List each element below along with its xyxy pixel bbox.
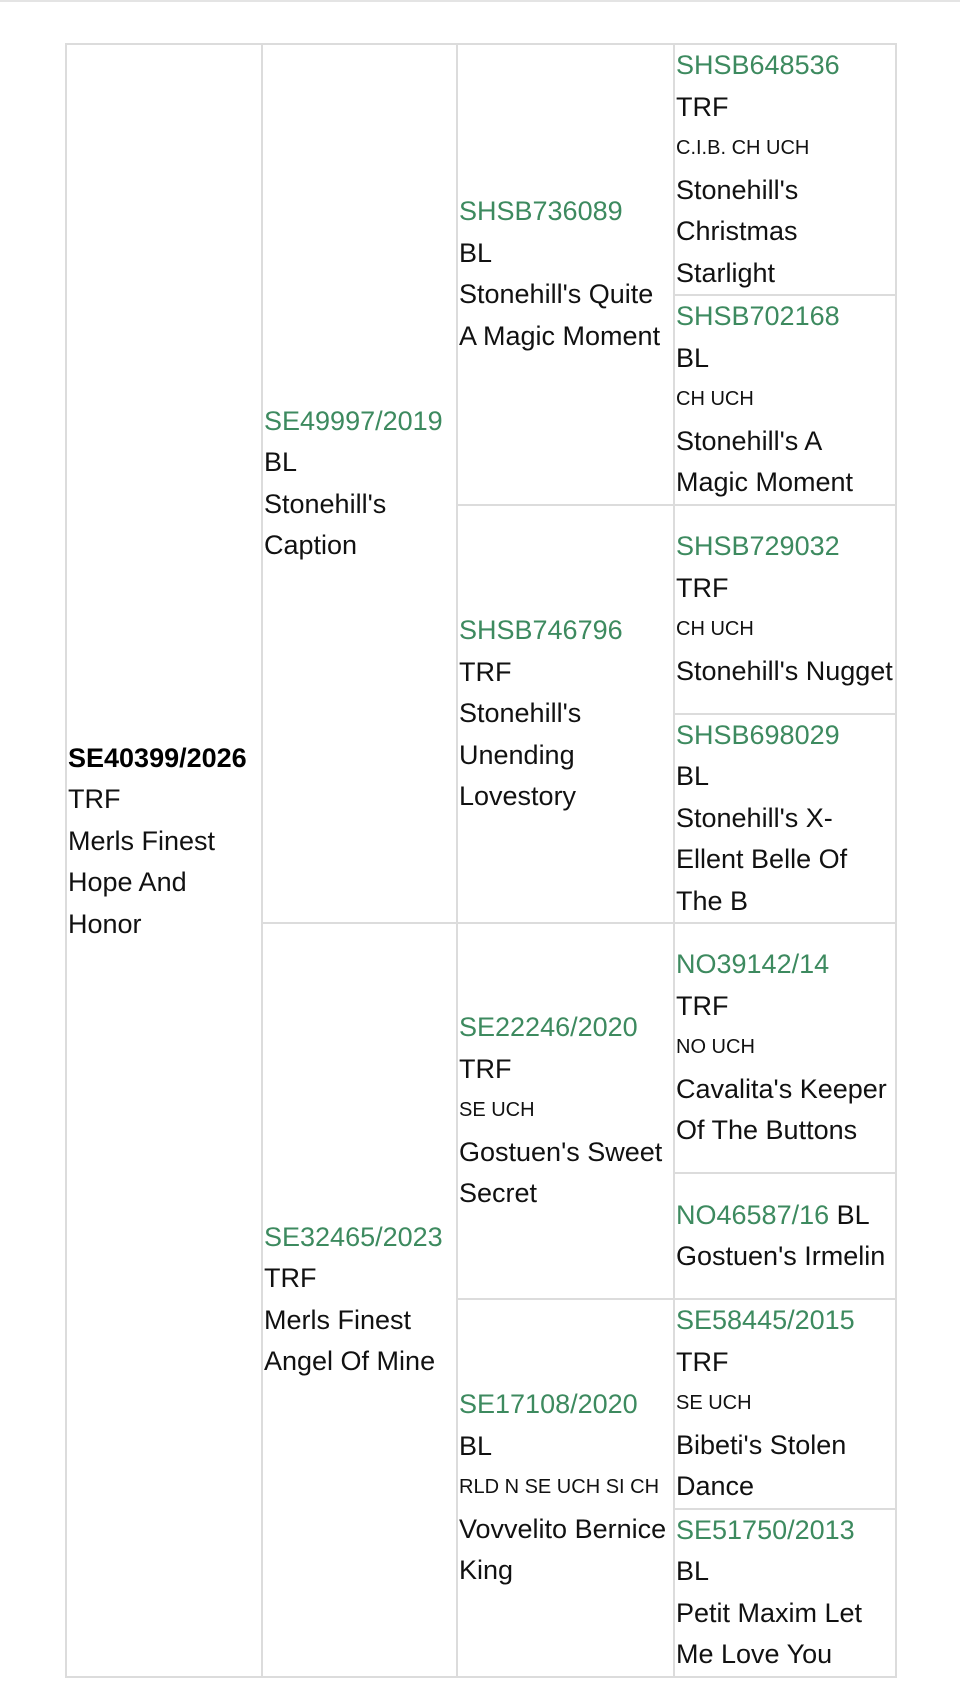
dam-reg-link[interactable]: SE32465/2023 bbox=[264, 1221, 443, 1252]
ddd-color: BL bbox=[676, 1556, 710, 1586]
sire-sire-dam-cell bbox=[674, 295, 896, 505]
dam-dam-dam-cell bbox=[674, 1509, 896, 1677]
dss-title: NO UCH bbox=[676, 1036, 755, 1059]
dsd-color: BL bbox=[836, 1199, 870, 1230]
dds-title: SE UCH bbox=[676, 1392, 752, 1414]
dam-sire-cell bbox=[457, 923, 674, 1299]
ssd-reg-link[interactable]: SHSB702168 bbox=[676, 301, 840, 331]
pedigree-table bbox=[65, 43, 897, 1678]
sdd-color: BL bbox=[676, 761, 710, 791]
ssd-name: Stonehill's A Magic Moment bbox=[676, 425, 854, 497]
sire-dam-name: Stonehill's Unending Lovestory bbox=[459, 698, 582, 811]
dds-color: TRF bbox=[676, 1346, 729, 1377]
sss-reg-link[interactable]: SHSB648536 bbox=[676, 50, 840, 80]
top-divider bbox=[0, 0, 960, 2]
sire-dam-sire-cell bbox=[674, 505, 896, 714]
dss-color: TRF bbox=[676, 990, 729, 1021]
sire-name: Stonehill's Caption bbox=[264, 488, 387, 560]
sire-color: BL bbox=[264, 447, 298, 477]
dam-sire-reg-link[interactable]: SE22246/2020 bbox=[459, 1012, 638, 1043]
sdd-name: Stonehill's X-Ellent Belle Of The B bbox=[676, 802, 848, 916]
dam-sire-dam-cell bbox=[674, 1173, 896, 1299]
sss-name: Stonehill's Christmas Starlight bbox=[676, 174, 799, 288]
sss-color: TRF bbox=[676, 91, 729, 122]
ddd-reg-link[interactable]: SE51750/2013 bbox=[676, 1514, 855, 1545]
dam-color: TRF bbox=[264, 1263, 317, 1294]
dam-sire-color: TRF bbox=[459, 1053, 512, 1084]
dsd-reg-link[interactable]: NO46587/16 bbox=[676, 1199, 830, 1230]
sds-color: TRF bbox=[676, 572, 729, 603]
dam-dam-name: Vovvelito Bernice King bbox=[459, 1513, 667, 1585]
dam-name: Merls Finest Angel Of Mine bbox=[264, 1304, 436, 1377]
sire-dam-reg-link[interactable]: SHSB746796 bbox=[459, 615, 623, 645]
sire-sire-name: Stonehill's Quite A Magic Moment bbox=[459, 279, 661, 351]
sire-sire-reg-link[interactable]: SHSB736089 bbox=[459, 196, 623, 227]
dam-dam-title: RLD N SE UCH SI CH bbox=[459, 1476, 660, 1498]
sds-reg-link[interactable]: SHSB729032 bbox=[676, 531, 840, 561]
dss-reg-link[interactable]: NO39142/14 bbox=[676, 949, 830, 980]
sds-title: CH UCH bbox=[676, 618, 754, 640]
sire-dam-dam-cell bbox=[674, 714, 896, 924]
dds-reg-link[interactable]: SE58445/2015 bbox=[676, 1305, 855, 1335]
sds-name: Stonehill's Nugget bbox=[676, 655, 893, 686]
dam-dam-color: BL bbox=[459, 1430, 493, 1461]
sire-reg-link[interactable]: SE49997/2019 bbox=[264, 405, 443, 436]
dam-dam-cell bbox=[457, 1299, 674, 1677]
dog-name: Merls Finest Hope And Honor bbox=[68, 825, 216, 939]
sire-cell bbox=[262, 44, 457, 923]
sdd-reg-link[interactable]: SHSB698029 bbox=[676, 719, 840, 750]
dam-sire-sire-cell bbox=[674, 923, 896, 1173]
dss-name: Cavalita's Keeper Of The Buttons bbox=[676, 1073, 887, 1146]
ssd-title: CH UCH bbox=[676, 388, 754, 410]
ssd-color: BL bbox=[676, 342, 710, 373]
dog-cell bbox=[66, 44, 262, 1677]
sire-sire-sire-cell bbox=[674, 44, 896, 295]
dam-sire-name: Gostuen's Sweet Secret bbox=[459, 1136, 663, 1209]
sire-dam-cell bbox=[457, 505, 674, 924]
dog-reg: SE40399/2026 bbox=[68, 742, 247, 773]
sire-sire-cell bbox=[457, 44, 674, 505]
sire-sire-color: BL bbox=[459, 237, 493, 268]
sire-dam-color: TRF bbox=[459, 656, 512, 687]
dam-cell bbox=[262, 923, 457, 1677]
dam-dam-sire-cell bbox=[674, 1299, 896, 1509]
ddd-name: Petit Maxim Let Me Love You bbox=[676, 1597, 863, 1669]
dam-dam-reg-link[interactable]: SE17108/2020 bbox=[459, 1389, 638, 1419]
dsd-name: Gostuen's Irmelin bbox=[676, 1241, 886, 1271]
dam-sire-title: SE UCH bbox=[459, 1099, 535, 1122]
dog-color: TRF bbox=[68, 784, 121, 814]
sss-title: C.I.B. CH UCH bbox=[676, 137, 810, 159]
dds-name: Bibeti's Stolen Dance bbox=[676, 1429, 847, 1501]
